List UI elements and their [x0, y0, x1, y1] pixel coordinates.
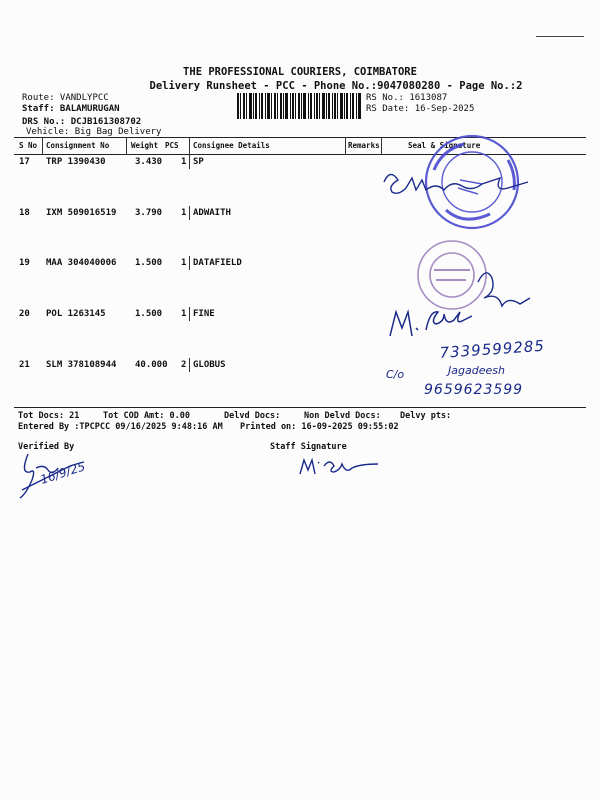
staff-signature-label: Staff Signature: [270, 442, 347, 452]
col-weight: Weight: [131, 141, 159, 150]
row-weight: 3.790: [135, 208, 163, 218]
col-divider: [126, 137, 127, 155]
handwritten-phone-1: 7339599285: [439, 336, 546, 362]
row-consignment: IXM 509016519: [46, 208, 117, 218]
handwritten-notes: [380, 300, 560, 400]
row-weight: 1.500: [135, 309, 163, 319]
handwritten-phone-2: 9659623599: [424, 382, 524, 398]
row-weight: 1.500: [135, 258, 163, 268]
row-pcs: 1: [181, 309, 187, 319]
row-divider: [189, 206, 190, 220]
row-weight: 3.430: [135, 157, 163, 167]
col-divider: [345, 137, 346, 155]
verified-by-label: Verified By: [18, 442, 75, 452]
row-consignee: ADWAITH: [193, 208, 231, 218]
company-title: THE PROFESSIONAL COURIERS, COIMBATORE: [183, 66, 417, 78]
row-consignee: DATAFIELD: [193, 258, 242, 268]
handwritten-caption: C/o: [386, 368, 405, 381]
verified-signature: [14, 450, 114, 505]
row-divider: [189, 155, 190, 169]
row-sno: 17: [19, 157, 30, 167]
row-consignee: GLOBUS: [193, 360, 226, 370]
route-label: Route: VANDLYPCC: [22, 93, 109, 103]
row-consignment: POL 1263145: [46, 309, 106, 319]
row-consignee: FINE: [193, 309, 215, 319]
col-divider: [42, 137, 43, 155]
row-weight: 40.000: [135, 360, 168, 370]
col-consignment: Consignment No: [46, 141, 110, 150]
row-divider: [189, 358, 190, 372]
row-sno: 21: [19, 360, 30, 370]
handwritten-name-jagadeesh: Jagadeesh: [448, 364, 505, 377]
printed-on: Printed on: 16-09-2025 09:55:02: [240, 422, 399, 432]
row-pcs: 2: [181, 360, 187, 370]
row-sno: 18: [19, 208, 30, 218]
col-sno: S No: [19, 141, 38, 150]
rs-date: RS Date: 16-Sep-2025: [366, 104, 475, 114]
handwritten-m-basha: [390, 312, 472, 336]
row-pcs: 1: [181, 157, 187, 167]
runsheet-subtitle: Delivery Runsheet - PCC - Phone No.:9047080280 - Page No.:2: [149, 80, 523, 92]
row-pcs: 1: [181, 258, 187, 268]
row-consignment: MAA 304040006: [46, 258, 117, 268]
row-consignment: SLM 378108944: [46, 360, 117, 370]
delvy-pts: Delvy pts:: [400, 411, 452, 421]
col-remarks: Remarks: [348, 141, 380, 150]
barcode: [237, 93, 362, 119]
row-sno: 20: [19, 309, 30, 319]
tot-docs: Tot Docs: 21: [18, 411, 80, 421]
staff-label: Staff: BALAMURUGAN: [22, 104, 120, 114]
company-seal-stamp: [426, 136, 518, 228]
col-divider: [189, 137, 190, 155]
col-consignee: Consignee Details: [193, 141, 270, 150]
col-seal: Seal & Signature: [408, 141, 481, 150]
rs-number: RS No.: 1613087: [366, 93, 448, 103]
vehicle-label: Vehicle: Big Bag Delivery: [26, 127, 162, 137]
corner-mark: [536, 36, 584, 37]
row-divider: [189, 307, 190, 321]
verified-date: 16/9/25: [38, 459, 87, 487]
entered-by: Entered By :TPCPCC 09/16/2025 9:48:16 AM: [18, 422, 223, 432]
drs-number: DRS No.: DCJB161308702: [22, 117, 142, 127]
tot-cod: Tot COD Amt: 0.00: [103, 411, 190, 421]
row-consignee: SP: [193, 157, 204, 167]
staff-signature: [296, 452, 386, 482]
signature-strokes: [384, 174, 530, 306]
delvd-docs: Delvd Docs:: [224, 411, 281, 421]
non-delvd-docs: Non Delvd Docs:: [304, 411, 381, 421]
row-pcs: 1: [181, 208, 187, 218]
row-divider: [189, 256, 190, 270]
date-stamp: [418, 241, 486, 309]
col-pcs: PCS: [165, 141, 179, 150]
row-consignment: TRP 1390430: [46, 157, 106, 167]
row-sno: 19: [19, 258, 30, 268]
